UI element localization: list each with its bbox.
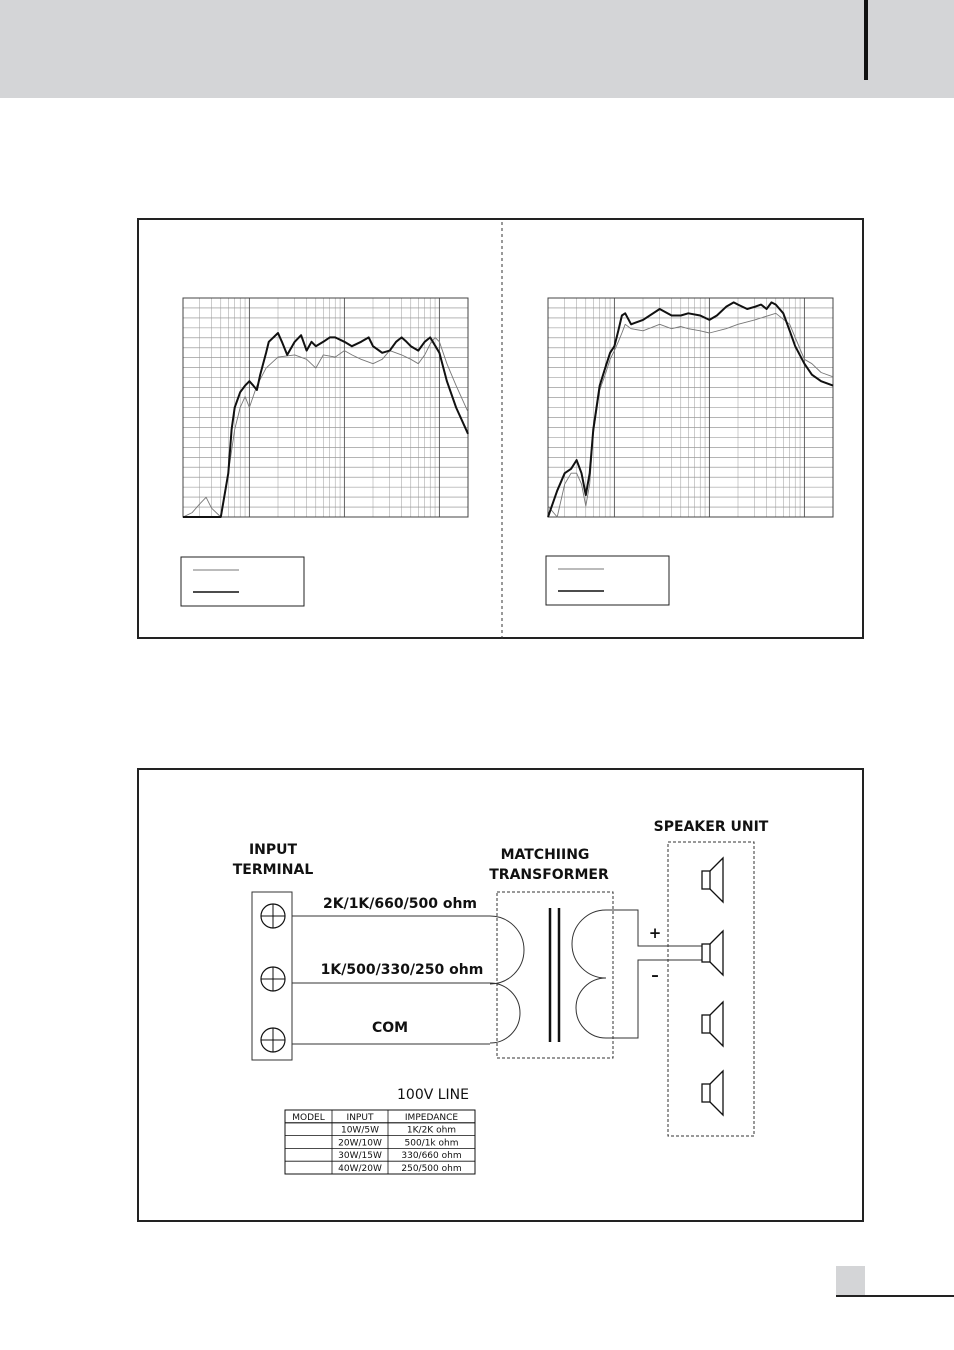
table-cell: 10W/5W	[340, 1125, 380, 1136]
table-cell: 500/1k ohm	[404, 1138, 459, 1149]
frequency-response-charts	[139, 220, 866, 641]
speaker-unit-box	[668, 842, 754, 1136]
response-curve-thick	[183, 333, 468, 517]
page-number-box	[836, 1266, 865, 1295]
legend-box	[181, 557, 304, 606]
table-header-cell: INPUT	[346, 1112, 374, 1123]
table-header-cell: MODEL	[292, 1112, 325, 1123]
response-curve-thin	[548, 313, 833, 517]
response-chart-2	[546, 298, 833, 605]
spec-table	[285, 1110, 475, 1174]
input-terminal-label-2: TERMINAL	[232, 862, 314, 878]
input-terminal-label-1: INPUT	[248, 842, 298, 858]
speaker-icon-1	[702, 858, 723, 902]
chart-legend	[181, 557, 304, 606]
input-terminal-block	[252, 892, 292, 1060]
response-curve-thick	[548, 302, 833, 517]
legend-box	[546, 556, 669, 605]
transformer-secondary-coil	[572, 910, 606, 1038]
minus-sign: –	[651, 966, 659, 984]
table-cell: 250/500 ohm	[401, 1164, 462, 1174]
tap1-label: 2K/1K/660/500 ohm	[322, 896, 478, 912]
header-tab-marker	[864, 0, 868, 80]
tap3-label: COM	[371, 1020, 409, 1036]
page-footer-rule	[836, 1295, 954, 1297]
terminal-screw-2	[261, 967, 285, 991]
response-chart-1	[181, 298, 468, 606]
wiring-diagram	[139, 770, 866, 1224]
transformer-label-2: TRANSFORMER	[489, 867, 609, 883]
speaker-icon-3	[702, 1002, 723, 1046]
table-cell: 1K/2K ohm	[406, 1125, 457, 1136]
plus-sign: +	[648, 924, 662, 942]
table-cell: 30W/15W	[338, 1151, 382, 1162]
table-cell: 330/660 ohm	[401, 1151, 462, 1162]
line-voltage-label: 100V LINE	[397, 1087, 469, 1103]
chart-legend	[546, 556, 669, 605]
table-header-cell: IMPEDANCE	[404, 1112, 459, 1123]
speaker-icon-4	[702, 1071, 723, 1115]
speaker-icon-2	[702, 931, 723, 975]
transformer-label-1: MATCHIING	[500, 847, 590, 863]
terminal-screw-1	[261, 904, 285, 928]
speaker-unit-label: SPEAKER UNIT	[653, 819, 769, 835]
table-cell: 40W/20W	[338, 1164, 382, 1174]
table-cell: 20W/10W	[338, 1138, 382, 1149]
matching-transformer-box	[497, 892, 613, 1058]
frequency-response-panel	[137, 218, 864, 639]
terminal-screw-3	[261, 1028, 285, 1052]
tap2-label: 1K/500/330/250 ohm	[320, 962, 484, 978]
header-band	[0, 0, 954, 98]
wiring-diagram-panel	[137, 768, 864, 1222]
